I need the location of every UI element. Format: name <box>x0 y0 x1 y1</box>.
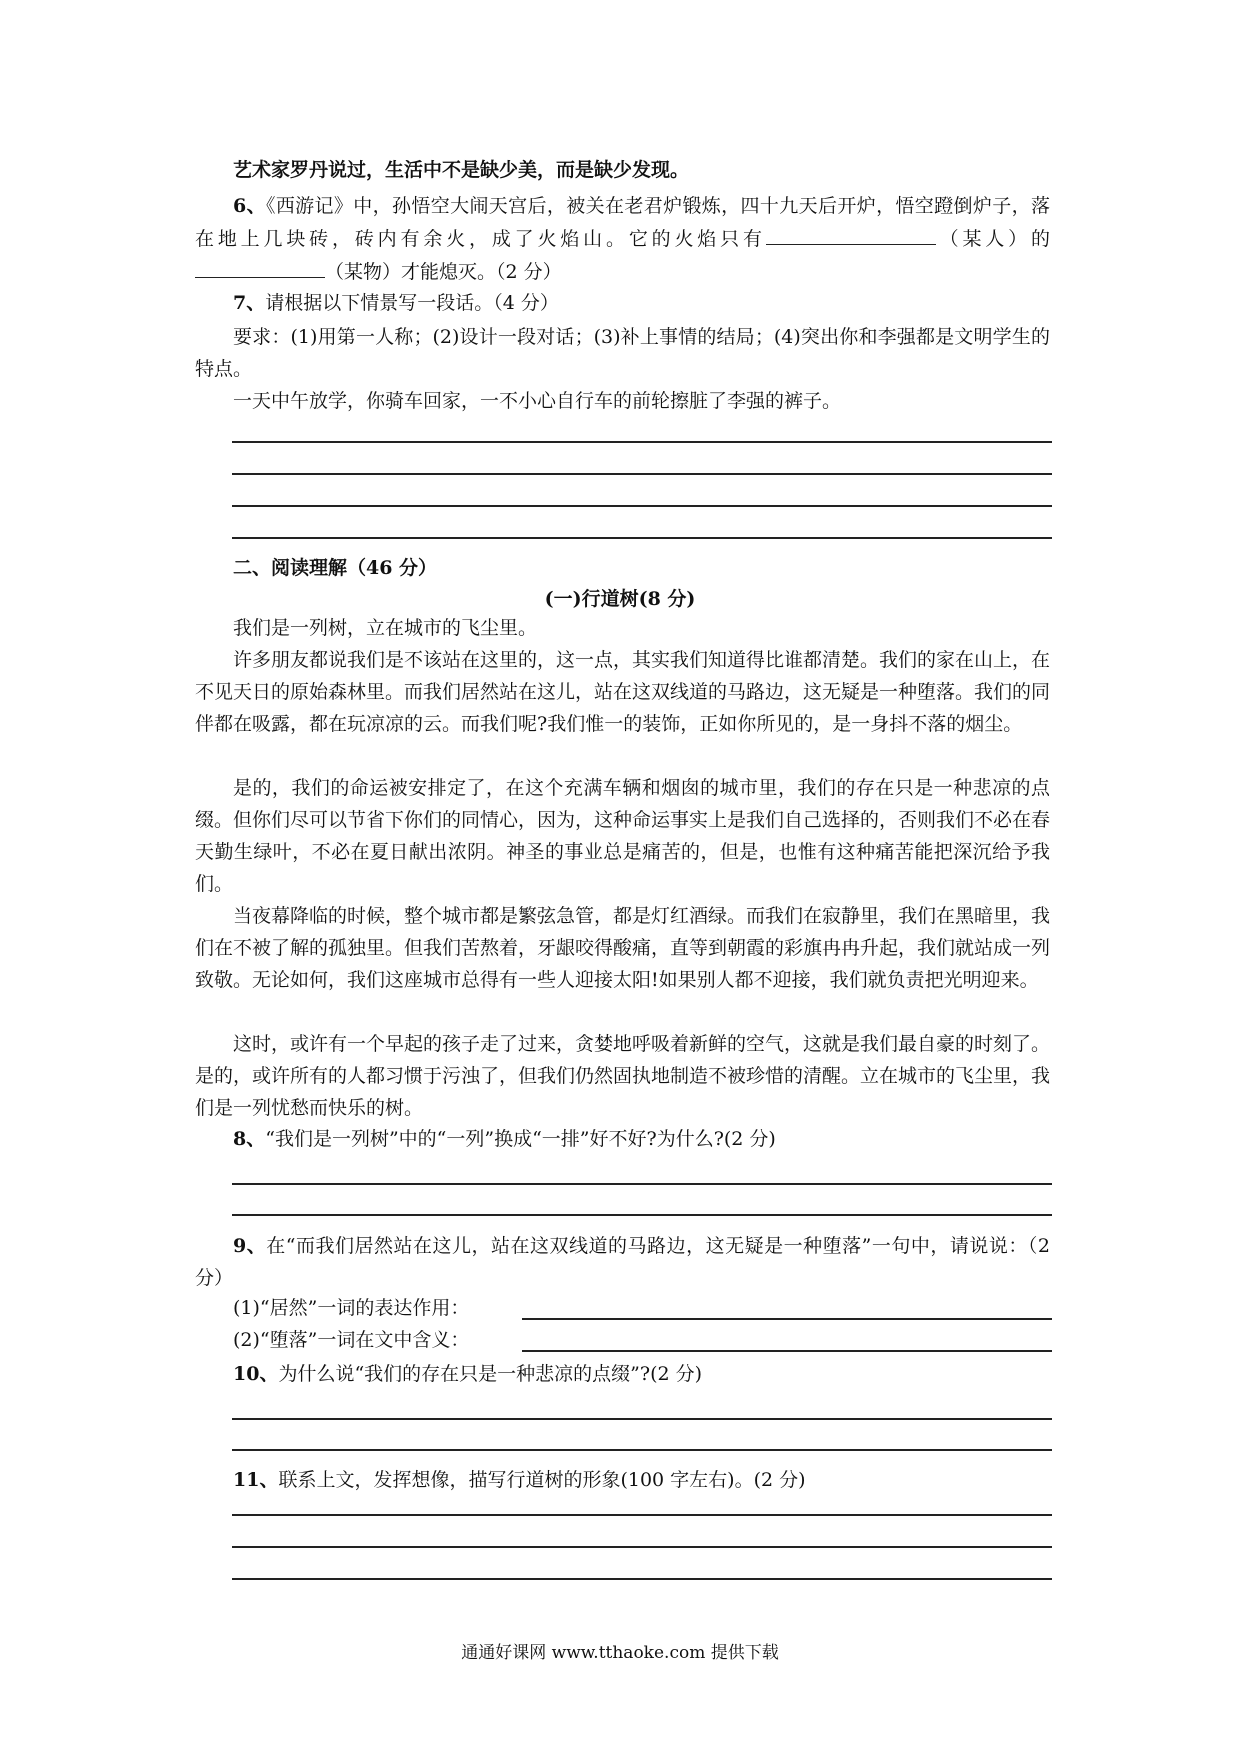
answer-line[interactable] <box>232 1578 1052 1580</box>
answer-line[interactable] <box>522 1350 1052 1352</box>
passage-paragraph: 这时，或许有一个早起的孩子走了过来，贪婪地呼吸着新鲜的空气，这就是我们最自豪的时刻了。是的，或许所有的人都习惯于污浊了，但我们仍然固执地制造不被珍惜的清醒。立在城市的飞尘里，我们是一列忧愁而快乐的树。 <box>195 1033 1051 1119</box>
question-number: 10、 <box>233 1363 279 1385</box>
question-text: （某物）才能熄灭。（2 分） <box>325 261 562 283</box>
answer-line[interactable] <box>232 1514 1052 1516</box>
section-heading: 二、阅读理解（46 分） <box>233 557 438 579</box>
question-8 <box>233 1123 776 1155</box>
question-11 <box>233 1464 806 1496</box>
q9-sub2: (2)“堕落”一词在文中含义： <box>233 1329 470 1351</box>
question-text: “我们是一列树”中的“一列”换成“一排”好不好?为什么?(2 分) <box>265 1128 776 1150</box>
answer-line[interactable] <box>232 441 1052 443</box>
answer-line[interactable] <box>232 1418 1052 1420</box>
passage-paragraph: 是的，我们的命运被安排定了，在这个充满车辆和烟囱的城市里，我们的存在只是一种悲凉的点缀。但你们尽可以节省下你们的同情心，因为，这种命运事实上是我们自己选择的，否则我们不必在春天勤生绿叶，不必在夏日献出浓阴。神圣的事业总是痛苦的，但是，也惟有这种痛苦能把深沉给予我们。 <box>195 777 1051 895</box>
question-text: 请根据以下情景写一段话。（4 分） <box>265 292 559 314</box>
passage-title: (一)行道树(8 分) <box>544 588 696 610</box>
question-7 <box>233 287 559 319</box>
question-text: 联系上文，发挥想像，描写行道树的形象(100 字左右)。(2 分) <box>278 1469 806 1491</box>
question-number: 6、 <box>233 195 266 217</box>
answer-line[interactable] <box>232 1449 1052 1451</box>
q7-scenario: 一天中午放学，你骑车回家，一不小心自行车的前轮擦脏了李强的裤子。 <box>233 390 842 412</box>
answer-line[interactable] <box>232 537 1052 539</box>
question-text: 在“而我们居然站在这儿，站在这双线道的马路边，这无疑是一种堕落”一句中，请说说：（2 分） <box>195 1235 1050 1289</box>
question-number: 7、 <box>233 292 266 314</box>
question-9 <box>195 1230 1050 1294</box>
question-number: 11、 <box>233 1469 279 1491</box>
passage-paragraph: 许多朋友都说我们是不该站在这里的，这一点，其实我们知道得比谁都清楚。我们的家在山上，在不见天日的原始森林里。而我们居然站在这儿，站在这双线道的马路边，这无疑是一种堕落。我们的同伴都在吸露，都在玩凉凉的云。而我们呢?我们惟一的装饰，正如你所见的，是一身抖不落的烟尘。 <box>195 649 1051 735</box>
passage-paragraph: 我们是一列树，立在城市的飞尘里。 <box>233 617 538 639</box>
answer-line[interactable] <box>232 1183 1052 1185</box>
answer-line[interactable] <box>232 505 1052 507</box>
question-10 <box>233 1358 702 1390</box>
answer-line[interactable] <box>522 1318 1052 1320</box>
question-text: 《西游记》中，孙悟空大闹天宫后，被关在老君炉锻炼，四十九天后开炉，悟空蹬倒炉子，落在地上几块砖，砖内有余火，成了火焰山。它的火焰只有 <box>195 195 1050 250</box>
q7-requirements: 要求：(1)用第一人称；(2)设计一段对话；(3)补上事情的结局；(4)突出你和李强都是文明学生的特点。 <box>195 326 1050 380</box>
quote-line: 艺术家罗丹说过，生活中不是缺少美，而是缺少发现。 <box>233 159 690 181</box>
answer-line[interactable] <box>232 1214 1052 1216</box>
question-text: 为什么说“我们的存在只是一种悲凉的点缀”?(2 分) <box>278 1363 703 1385</box>
answer-line[interactable] <box>232 1546 1052 1548</box>
answer-blank[interactable] <box>195 255 325 278</box>
question-6 <box>195 190 1050 288</box>
page-footer: 通通好课网 www.tthaoke.com 提供下载 <box>461 1643 779 1663</box>
answer-blank[interactable] <box>766 222 936 245</box>
answer-line[interactable] <box>232 473 1052 475</box>
passage-paragraph: 当夜幕降临的时候，整个城市都是繁弦急管，都是灯红酒绿。而我们在寂静里，我们在黑暗里，我们在不被了解的孤独里。但我们苦熬着，牙龈咬得酸痛，直等到朝霞的彩旗冉冉升起，我们就站成一列致敬。无论如何，我们这座城市总得有一些人迎接太阳!如果别人都不迎接，我们就负责把光明迎来。 <box>195 905 1051 991</box>
question-text: （某人）的 <box>935 228 1050 250</box>
q9-sub1: (1)“居然”一词的表达作用： <box>233 1297 470 1319</box>
question-number: 9、 <box>233 1235 267 1257</box>
question-number: 8、 <box>233 1128 266 1150</box>
